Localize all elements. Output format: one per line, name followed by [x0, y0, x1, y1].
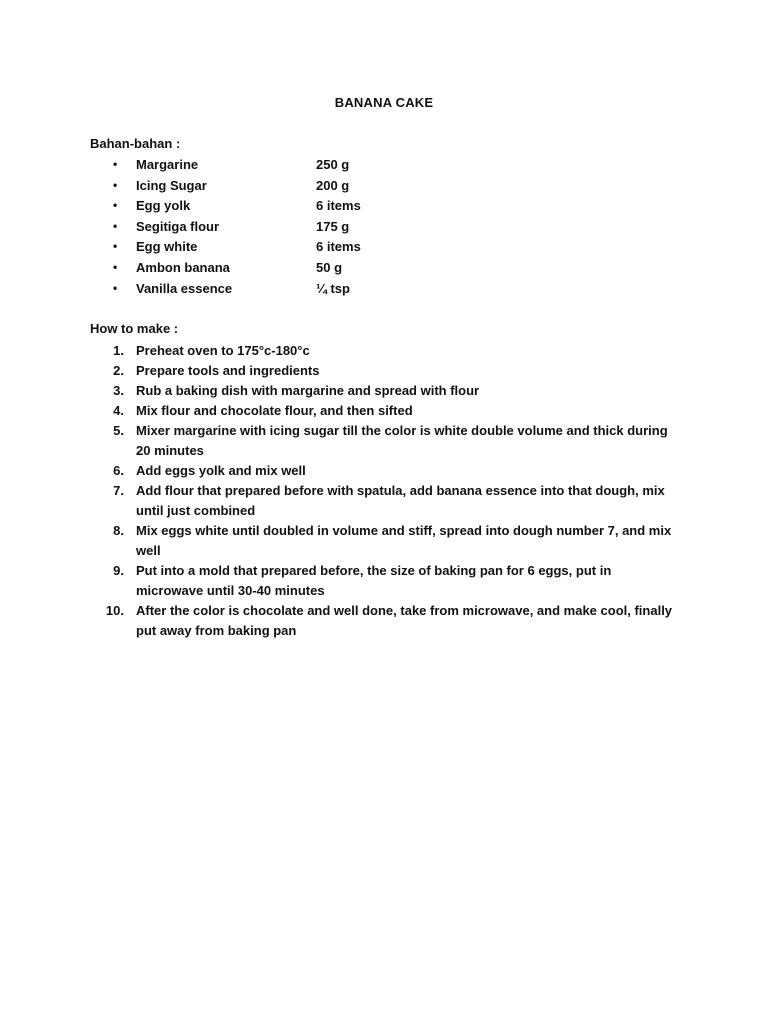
step-number: 5.: [113, 423, 124, 438]
step-text: Put into a mold that prepared before, the size of baking pan for 6 eggs, put in microwave until 30-40 minutes: [136, 563, 612, 598]
bullet-icon: •: [113, 218, 118, 233]
step-number: 10.: [105, 603, 124, 618]
step-number: 6.: [113, 463, 124, 478]
ingredient-item: [0, 281, 768, 302]
bullet-icon: •: [113, 157, 118, 171]
step-text: Prepare tools and ingredients: [136, 363, 320, 378]
step-item: [0, 521, 768, 561]
ingredient-quantity: 175 g: [316, 218, 350, 234]
step-text: Preheat oven to 175°c-180°c: [136, 343, 310, 358]
ingredient-item: [0, 219, 768, 240]
ingredient-name: Vanilla essence: [136, 280, 233, 296]
step-number: 1.: [113, 343, 124, 358]
ingredients-list: [0, 157, 768, 301]
step-text: After the color is chocolate and well done, take from microwave, and make cool, finally put away from baking pan: [136, 603, 673, 638]
ingredient-name: Egg white: [136, 239, 198, 255]
ingredient-item: [0, 178, 768, 199]
ingredient-name: Segitiga flour: [136, 218, 220, 234]
ingredient-quantity: 250 g: [316, 157, 350, 172]
steps-list: [0, 341, 768, 641]
step-text: Rub a baking dish with margarine and spread with flour: [136, 383, 480, 398]
ingredient-item: [0, 260, 768, 281]
ingredient-quantity: ¼ tsp: [316, 280, 350, 296]
bullet-icon: •: [113, 259, 118, 274]
ingredient-name: Egg yolk: [136, 198, 191, 214]
method-heading: How to make :: [90, 321, 179, 336]
step-number: 8.: [113, 523, 124, 538]
ingredient-quantity: 200 g: [316, 177, 350, 193]
ingredient-quantity: 6 items: [316, 239, 361, 255]
bullet-icon: •: [113, 177, 118, 192]
ingredient-name: Ambon banana: [136, 259, 230, 275]
step-number: 2.: [113, 363, 124, 378]
step-item: [0, 421, 768, 461]
ingredient-name: Icing Sugar: [136, 177, 207, 193]
step-number: 9.: [113, 563, 124, 578]
step-item: [0, 481, 768, 521]
step-text: Mix flour and chocolate flour, and then sifted: [136, 403, 413, 418]
step-number: 3.: [113, 383, 124, 398]
step-item: [0, 381, 768, 401]
ingredient-quantity: 6 items: [316, 198, 361, 214]
bullet-icon: •: [113, 280, 118, 295]
ingredient-quantity: 50 g: [316, 259, 343, 275]
ingredient-name: Margarine: [136, 157, 199, 172]
ingredients-heading: Bahan-bahan :: [90, 136, 181, 151]
step-number: 4.: [113, 403, 124, 418]
ingredient-item: [0, 239, 768, 260]
page-title: BANANA CAKE: [334, 95, 434, 110]
step-number: 7.: [113, 483, 124, 498]
step-text: Add flour that prepared before with spatula, add banana essence into that dough, mix until just combined: [136, 483, 665, 518]
bullet-icon: •: [113, 198, 118, 213]
step-text: Add eggs yolk and mix well: [136, 463, 306, 478]
ingredient-item: [0, 157, 768, 178]
ingredient-item: [0, 198, 768, 219]
bullet-icon: •: [113, 239, 118, 254]
step-item: [0, 461, 768, 481]
step-item: [0, 561, 768, 601]
step-text: Mix eggs white until doubled in volume and stiff, spread into dough number 7, and mix well: [136, 523, 672, 558]
step-text: Mixer margarine with icing sugar till the color is white double volume and thick during 20 minutes: [136, 423, 668, 458]
step-item: [0, 601, 768, 641]
step-item: [0, 341, 768, 361]
step-item: [0, 401, 768, 421]
step-item: [0, 361, 768, 381]
